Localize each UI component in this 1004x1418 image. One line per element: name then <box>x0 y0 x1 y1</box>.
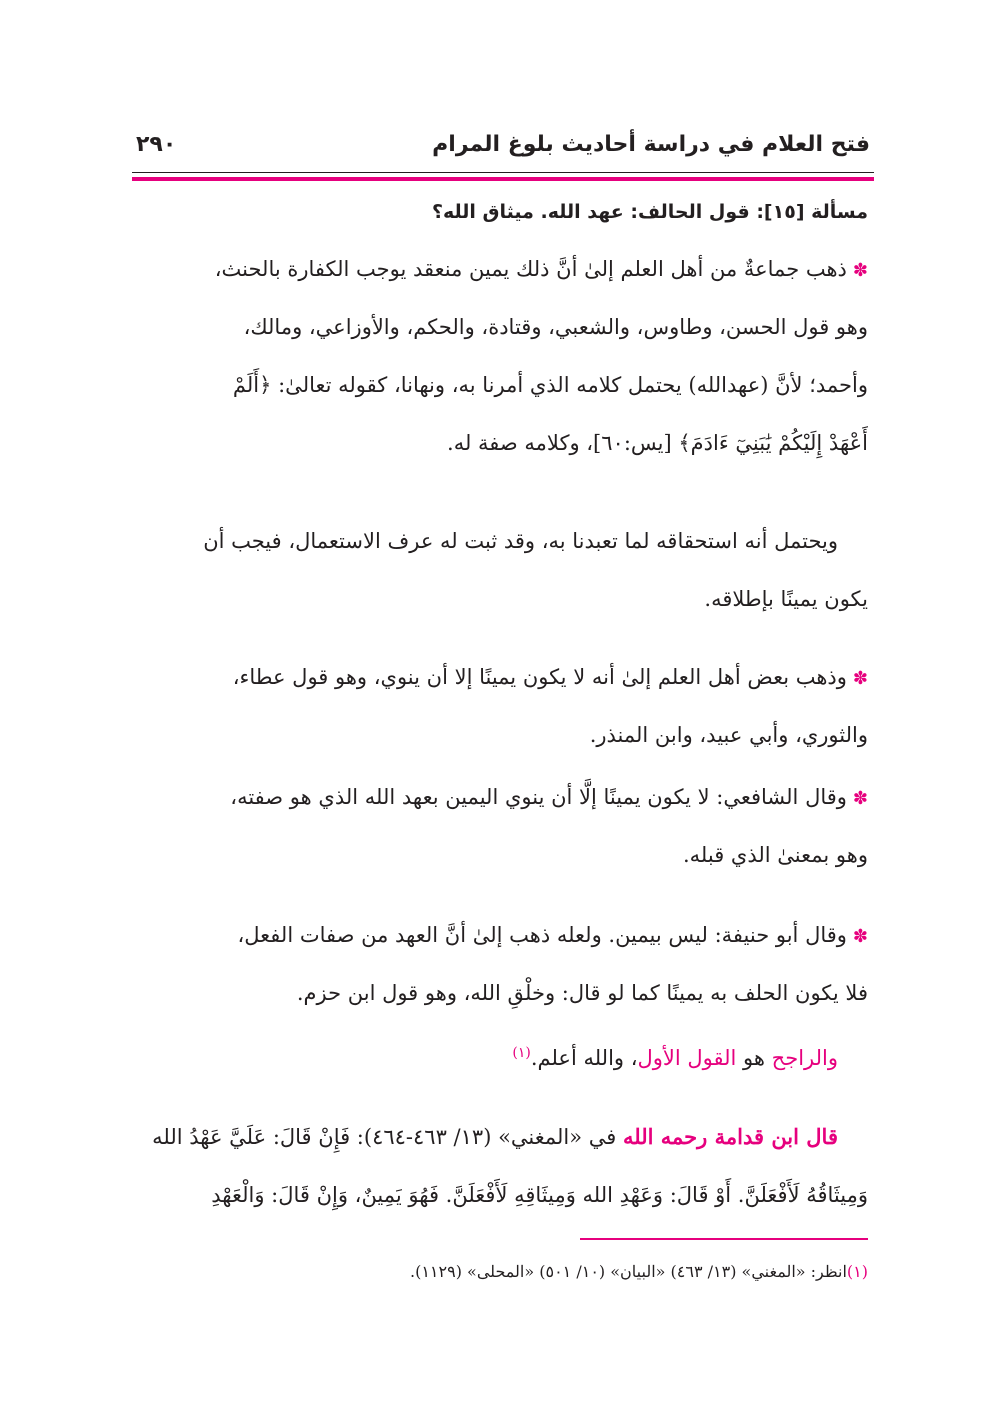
conclusion-middle: هو <box>736 1046 772 1070</box>
line-text: وقال أبو حنيفة: ليس بيمين. ولعله ذهب إلىٰ أنَّ العهد من صفات الفعل، <box>237 923 847 947</box>
issue-heading <box>136 192 868 232</box>
text-line: والثوري، وأبي عبيد، وابن المنذر. <box>589 723 868 747</box>
text-line <box>136 240 868 298</box>
header-rule-thin <box>132 172 874 173</box>
footnote-number: (١) <box>846 1262 868 1281</box>
text-line <box>136 648 868 706</box>
conclusion-highlight: القول الأول <box>637 1046 737 1070</box>
footnote <box>136 1252 868 1292</box>
text-line: فلا يكون الحلف به يمينًا كما لو قال: وخلْقِ الله، وهو قول ابن حزم. <box>296 981 868 1005</box>
paragraph-3 <box>136 648 868 764</box>
conclusion-prefix: والراجح <box>771 1046 838 1070</box>
line-text: وذهب بعض أهل العلم إلىٰ أنه لا يكون يمينًا إلا أن ينوي، وهو قول عطاء، <box>232 665 847 689</box>
line-text: وقال الشافعي: لا يكون يمينًا إلَّا أن ينوي اليمين بعهد الله الذي هو صفته، <box>230 785 847 809</box>
text-line: وأحمد؛ لأنَّ (عهدالله) يحتمل كلامه الذي أمرنا به، ونهانا، كقوله تعالىٰ: ﴿أَلَمْ <box>232 373 868 397</box>
text-line <box>136 1024 868 1082</box>
paragraph-1 <box>136 240 868 472</box>
text-line: ويحتمل أنه استحقاقه لما تعبدنا به، وقد ثبت له عرف الاستعمال، فيجب أن <box>203 529 838 553</box>
footnote-rule <box>580 1238 868 1240</box>
rosette-icon: ✽ <box>852 788 868 809</box>
footnote-text: انظر: «المغني» (١٣/ ٤٦٣) «البيان» (١٠/ ٥٠١) «المحلى» (١١٢٩). <box>410 1262 847 1281</box>
quoted-scholar: قال ابن قدامة رحمه الله <box>623 1124 838 1149</box>
book-title: فتح العلام في دراسة أحاديث بلوغ المرام <box>432 132 870 157</box>
text-line: وَمِيثَاقُهُ لَأَفْعَلَنَّ. أَوْ قَالَ: وَعَهْدِ الله وَمِيثَاقِهِ لَأَفْعَلَنَّ. فَهُوَ يَمِينٌ، وَإِنْ قَالَ: وَالْعَهْدِ <box>211 1183 868 1207</box>
page-number: ٢٩٠ <box>136 132 177 157</box>
text-line: يكون يمينًا بإطلاقه. <box>704 587 868 611</box>
paragraph-5 <box>136 906 868 1022</box>
text-line: وهو بمعنىٰ الذي قبله. <box>682 843 868 867</box>
line-text: في «المغني» (١٣/ ٤٦٣-٤٦٤): فَإِنْ قَالَ: عَلَيَّ عَهْدُ الله <box>152 1125 624 1149</box>
text-line: أَعْهَدْ إِلَيْكُمْ يَٰبَنِيٓ ءَادَمَ﴾ [يس:٦٠]، وكلامه صفة له. <box>447 431 868 455</box>
rosette-icon: ✽ <box>852 668 868 689</box>
conclusion <box>136 1024 868 1082</box>
paragraph-4 <box>136 768 868 884</box>
text-line: وهو قول الحسن، وطاوس، والشعبي، وقتادة، والحكم، والأوزاعي، ومالك، <box>243 315 868 339</box>
paragraph-2 <box>136 512 868 628</box>
running-header <box>136 128 870 168</box>
issue-label: مسألة [١٥]: <box>756 201 868 223</box>
conclusion-suffix: ، والله أعلم. <box>530 1046 638 1070</box>
rosette-icon: ✽ <box>852 926 868 947</box>
text-line <box>136 906 868 964</box>
rosette-icon: ✽ <box>852 260 868 281</box>
quotation-paragraph <box>136 1108 868 1224</box>
text-line <box>136 1108 868 1166</box>
issue-title: قول الحالف: عهد الله. ميثاق الله؟ <box>431 201 750 223</box>
line-text: ذهب جماعةٌ من أهل العلم إلىٰ أنَّ ذلك يمين منعقد يوجب الكفارة بالحنث، <box>214 257 847 281</box>
footnote-ref[interactable]: (١) <box>512 1045 531 1061</box>
header-rule-accent <box>132 177 874 181</box>
text-line <box>136 768 868 826</box>
